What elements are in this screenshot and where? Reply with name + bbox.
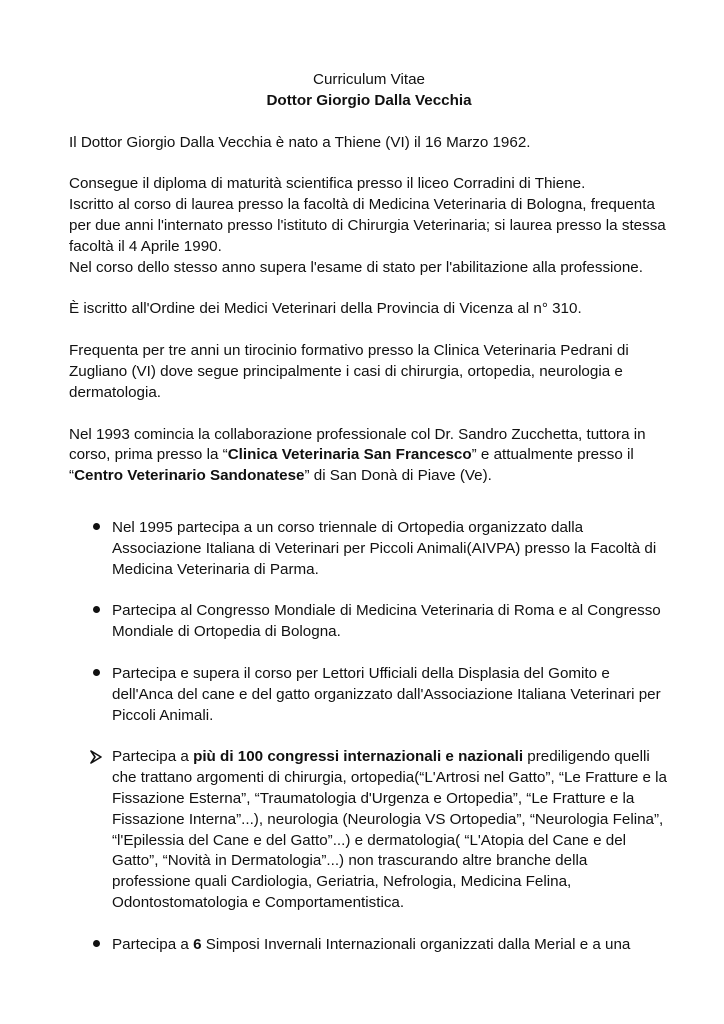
education-paragraph bbox=[69, 174, 669, 278]
document-title: Curriculum Vitae bbox=[313, 71, 425, 88]
congress-count-highlight: più di 100 congressi internazionali e nazionali bbox=[193, 748, 524, 766]
list-item-text bbox=[112, 936, 630, 953]
clinic-name-san-francesco: Clinica Veterinaria San Francesco bbox=[227, 446, 472, 464]
list-item-text bbox=[112, 748, 667, 911]
bullet-dot-icon bbox=[86, 935, 106, 956]
list-item bbox=[69, 935, 669, 956]
education-line-1: Consegue il diploma di maturità scientifica presso il liceo Corradini di Thiene. bbox=[69, 175, 586, 193]
list-item bbox=[69, 518, 669, 580]
birth-paragraph: Il Dottor Giorgio Dalla Vecchia è nato a Thiene (VI) il 16 Marzo 1962. bbox=[69, 133, 531, 151]
collab-text-c: ” e attualmente presso il “ bbox=[69, 446, 634, 485]
list-item bbox=[69, 601, 669, 643]
list-item-text: Partecipa e supera il corso per Lettori Ufficiali della Displasia del Gomito e dell'Anca del cane e del gatto organizzato dall'Associazione Italiana Veterinari per Piccoli Animali. bbox=[112, 664, 661, 724]
list-item-text: Partecipa al Congresso Mondiale di Medicina Veterinaria di Roma e al Congresso Mondiale di Ortopedia di Bologna. bbox=[112, 602, 661, 641]
collab-text-a: Nel 1993 comincia la collaborazione professionale col Dr. Sandro Zucchetta, tuttora in corso, prima presso la “ bbox=[69, 425, 646, 464]
item4-text-a: Partecipa a bbox=[112, 748, 194, 766]
symposium-count-highlight: 6 bbox=[193, 935, 202, 953]
collab-text-e: ” di San Donà di Piave (Ve). bbox=[304, 467, 492, 485]
item5-text-c: Simposi Invernali Internazionali organizzati dalla Merial e a una bbox=[201, 935, 631, 953]
list-item bbox=[69, 747, 669, 913]
list-item-text: Nel 1995 partecipa a un corso triennale di Ortopedia organizzato dalla Associazione Italiana di Veterinari per Piccoli Animali(AIVPA) presso la Facoltà di Medicina Veterinaria di Parma. bbox=[112, 518, 657, 578]
bullet-dot-icon bbox=[86, 664, 106, 685]
education-line-2: Iscritto al corso di laurea presso la facoltà di Medicina Veterinaria di Bologna, frequenta per due anni l'internato presso l'istituto di Chirurgia Veterinaria; si laurea presso la stessa facoltà il 4 Aprile 1990. bbox=[69, 196, 666, 255]
bullet-dot-icon bbox=[86, 601, 106, 622]
list-item bbox=[69, 664, 669, 726]
internship-paragraph: Frequenta per tre anni un tirocinio formativo presso la Clinica Veterinaria Pedrani di Zugliano (VI) dove segue principalmente i casi di chirurgia, ortopedia, neurologia e dermatologia. bbox=[69, 342, 629, 401]
collaboration-paragraph bbox=[69, 425, 669, 487]
education-line-3: Nel corso dello stesso anno supera l'esame di stato per l'abilitazione alla professione. bbox=[69, 258, 643, 276]
item5-text-a: Partecipa a bbox=[112, 935, 194, 953]
clinic-name-sandonatese: Centro Veterinario Sandonatese bbox=[74, 467, 305, 485]
bullet-dot-icon bbox=[86, 518, 106, 539]
item4-text-c: prediligendo quelli che trattano argomenti di chirurgia, ortopedia(“L'Artrosi nel Gatto”, “Le Fratture e la Fissazione Esterna”, “Traumatologia d'Urgenza e Ortopedia”, “Le Fratture e la Fissazione Interna”...), neurologia (Neurologia VS Ortopedia”, “Neurologia Felina”, “l'Epilessia del Cane e del Gatto”...) e dermatologia( “L'Atopia del Cane e del Gatto”, “Novità in Dermatologia”...) non trascurando altre branche della professione quali Cardiologia, Geriatria, Nefrologia, Medicina Felina, Odontostomatologia e Comportamentistica. bbox=[112, 748, 667, 911]
activities-list bbox=[69, 518, 669, 956]
person-name: Dottor Giorgio Dalla Vecchia bbox=[266, 91, 472, 109]
arrow-bullet-icon bbox=[86, 747, 106, 768]
document-body bbox=[69, 70, 669, 956]
order-paragraph: È iscritto all'Ordine dei Medici Veterinari della Provincia di Vicenza al n° 310. bbox=[69, 300, 582, 318]
